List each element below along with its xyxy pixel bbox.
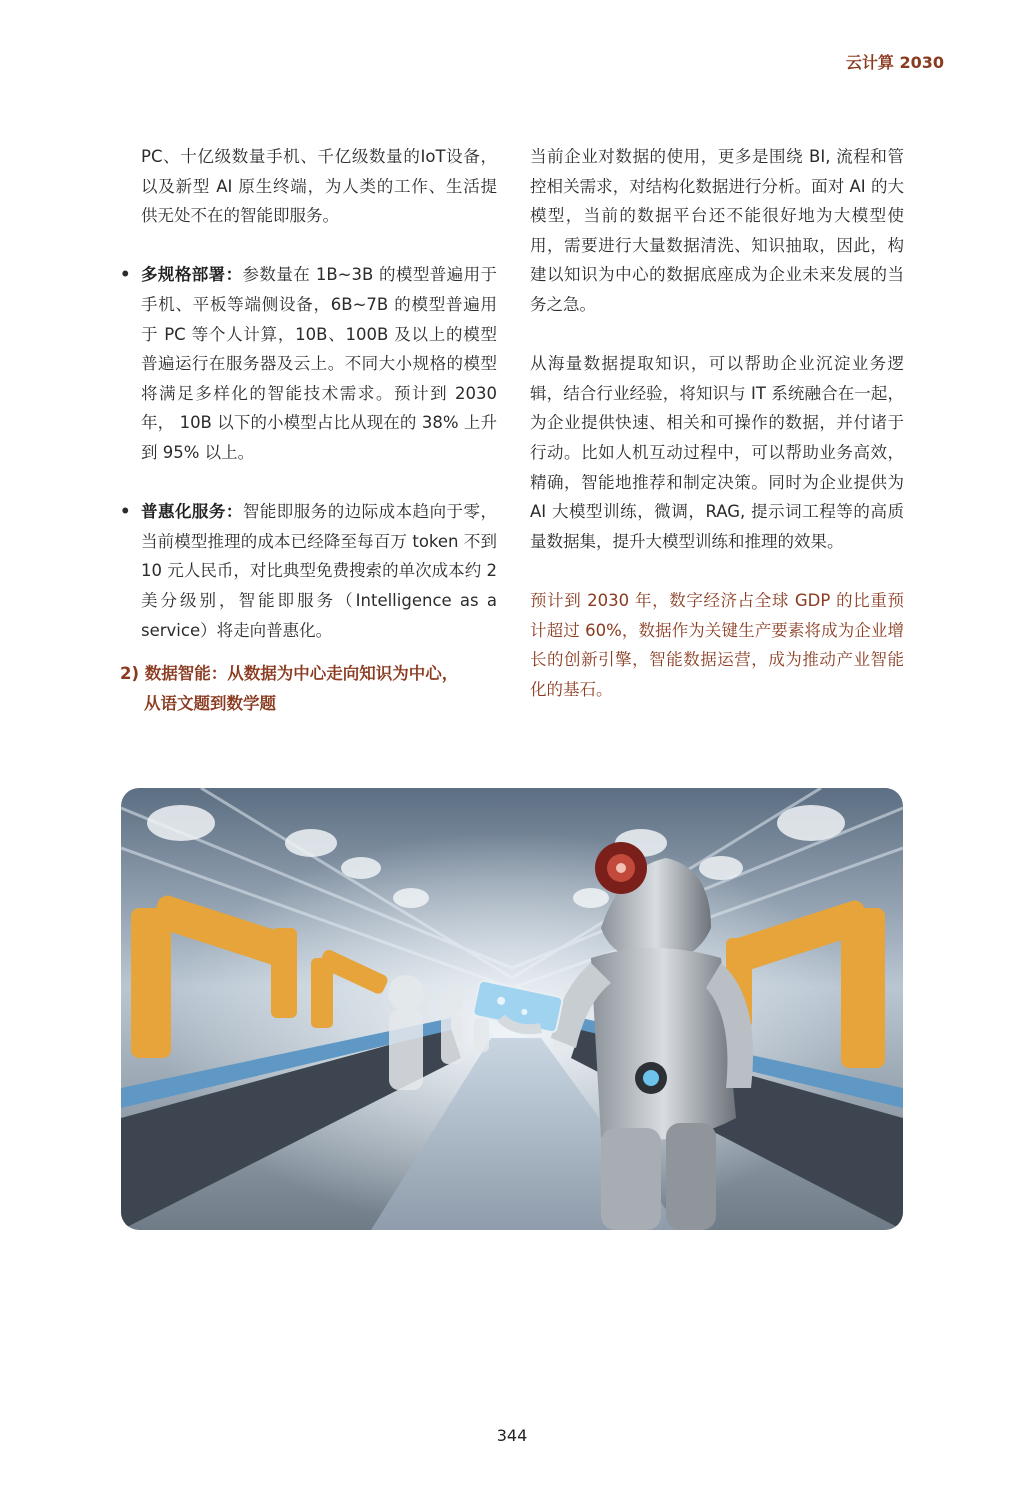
- intro-paragraph: PC、十亿级数量手机、千亿级数量的IoT设备，以及新型 AI 原生终端，为人类的工作、生活提供无处不在的智能即服务。: [141, 147, 497, 226]
- factory-robot-photo: [121, 788, 903, 1230]
- subheading-line-2: 从语文题到数学题: [144, 693, 276, 713]
- bullet-dot: •: [120, 502, 131, 522]
- bullet-text: 参数量在 1B~3B 的模型普遍用于手机、平板等端侧设备，6B~7B 的模型普遍用于 PC 等个人计算，10B、100B 及以上的模型普遍运行在服务器及云上。不同大小规格的模型将满足多样化的智能技术需求。预计到 2030 年， 10B 以下的小模型占比从现在的 38% 上升到 95% 以上。: [141, 265, 497, 462]
- bullet-multi-spec: [120, 260, 497, 467]
- data-usage-paragraph: 当前企业对数据的使用，更多是围绕 BI, 流程和管控相关需求，对结构化数据进行分析。面对 AI 的大模型，当前的数据平台还不能很好地为大模型使用，需要进行大量数据清洗、知识抽取，因此，构建以知识为中心的数据底座成为企业未来发展的当务之急。: [530, 147, 904, 314]
- highlight-paragraph: 预计到 2030 年，数字经济占全球 GDP 的比重预计超过 60%，数据作为关键生产要素将成为企业增长的创新引擎，智能数据运营，成为推动产业智能化的基石。: [530, 590, 904, 699]
- right-column: [530, 142, 904, 704]
- bullet-text: 智能即服务的边际成本趋向于零，当前模型推理的成本已经降至每百万 token 不到 10 元人民币，对比典型免费搜索的单次成本约 2 美分级别，智能即服务（Intelligence as a service）将走向普惠化。: [141, 502, 498, 640]
- bullet-title: 普惠化服务：: [141, 502, 243, 522]
- page-number: 344: [496, 1426, 528, 1445]
- subheading-line-1: 2) 数据智能：从数据为中心走向知识为中心，: [120, 664, 459, 684]
- knowledge-extraction-paragraph: 从海量数据提取知识，可以帮助企业沉淀业务逻辑，结合行业经验，将知识与 IT 系统融合在一起，为企业提供快速、相关和可操作的数据，并付诸于行动。比如人机互动过程中，可以帮助业务高效，精确，智能地推荐和制定决策。同时为企业提供为 AI 大模型训练，微调，RAG, 提示词工程等的高质量数据集，提升大模型训练和推理的效果。: [530, 354, 904, 551]
- bullet-inclusive-service: [120, 497, 498, 645]
- section-subheading: [120, 659, 497, 718]
- left-column: [120, 142, 498, 718]
- bullet-dot: •: [120, 265, 131, 285]
- bullet-title: 多规格部署：: [141, 265, 243, 285]
- page-header-title: 云计算 2030: [845, 53, 944, 72]
